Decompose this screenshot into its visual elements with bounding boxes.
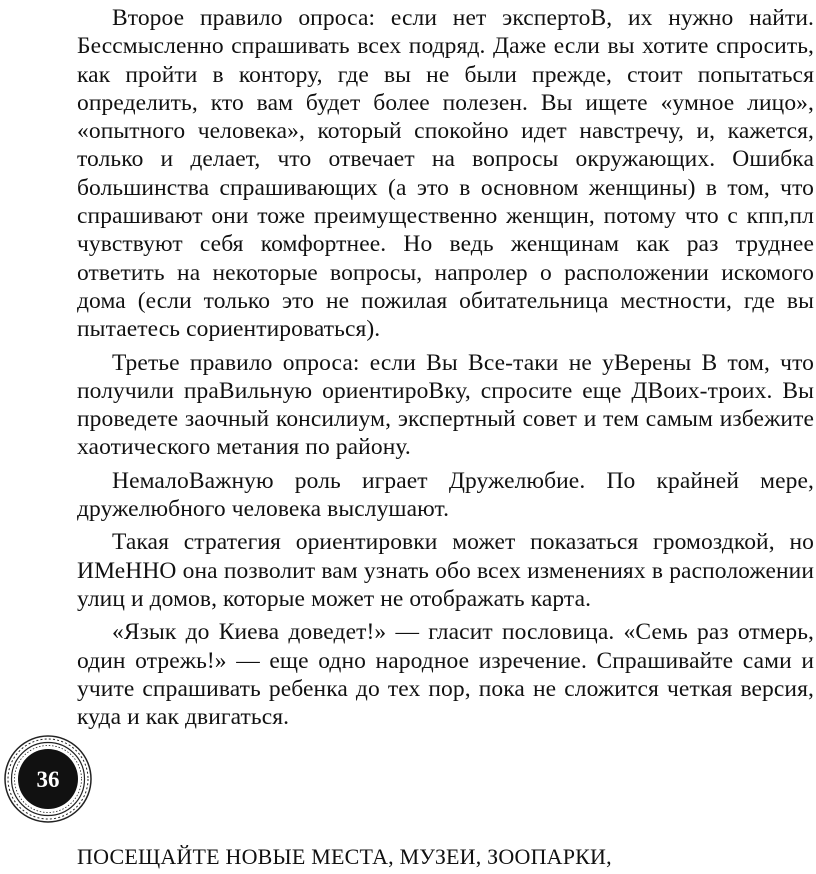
page-number: 36: [36, 767, 60, 792]
paragraph-strategy: Такая стратегия ориентировки может показаться громоздкой, но ИМеННО она позволит вам узнать обо всех изменениях в расположении улиц и домов, которые может не отображать карта.: [77, 529, 814, 612]
document-page: [77, 4, 814, 731]
paragraph-survey-rule-two: Второе правило опроса: если нет экспертоВ, их нужно найти. Бессмысленно спрашивать всех подряд. Даже если вы хотите спросить, как пройти в контору, где вы не были прежде, стоит попытаться определить, кто вам будет более полезен. Вы ищете «умное лицо», «опытного человека», который спокойно идет навстречу, и, кажется, только и делает, что отвечает на вопросы окружающих. Ошибка большинства спрашивающих (а это в основном женщины) в том, что спрашивают они тоже преимущественно женщин, потому что с кпп,пл чувствуют себя комфортнее. Но ведь женщинам как раз труднее ответить на некоторые вопросы, напролер о расположении искомого дома (если только это не пожилая обитательница местности, где вы пытаетесь сориентироваться).: [77, 5, 814, 343]
paragraph-friendliness: НемалоВажную роль играет Дружелюбие. По крайней мере, дружелюбного человека выслушают.: [77, 467, 814, 523]
page-number-badge: [3, 734, 93, 824]
page-number-seal-icon: [3, 734, 93, 824]
paragraph-proverbs: «Язык до Киева доведет!» — гласит пословица. «Семь раз отмерь, один отрежь!» — еще одно народное изречение. Спрашивайте сами и учите спрашивать ребенка до тех пор, пока не сложится четкая версия, куда и как двигаться.: [77, 619, 814, 731]
paragraph-survey-rule-three: Третье правило опроса: если Вы Все-таки не уВерены В том, что получили праВильную ориентироВку, спросите еще ДВоих-троих. Вы проведете заочный консилиум, экспертный совет и тем самым избежите хаотического метания по району.: [77, 349, 814, 461]
footer-heading: ПОСЕЩАЙТЕ НОВЫЕ МЕСТА, МУЗЕИ, ЗООПАРКИ,: [77, 844, 612, 869]
